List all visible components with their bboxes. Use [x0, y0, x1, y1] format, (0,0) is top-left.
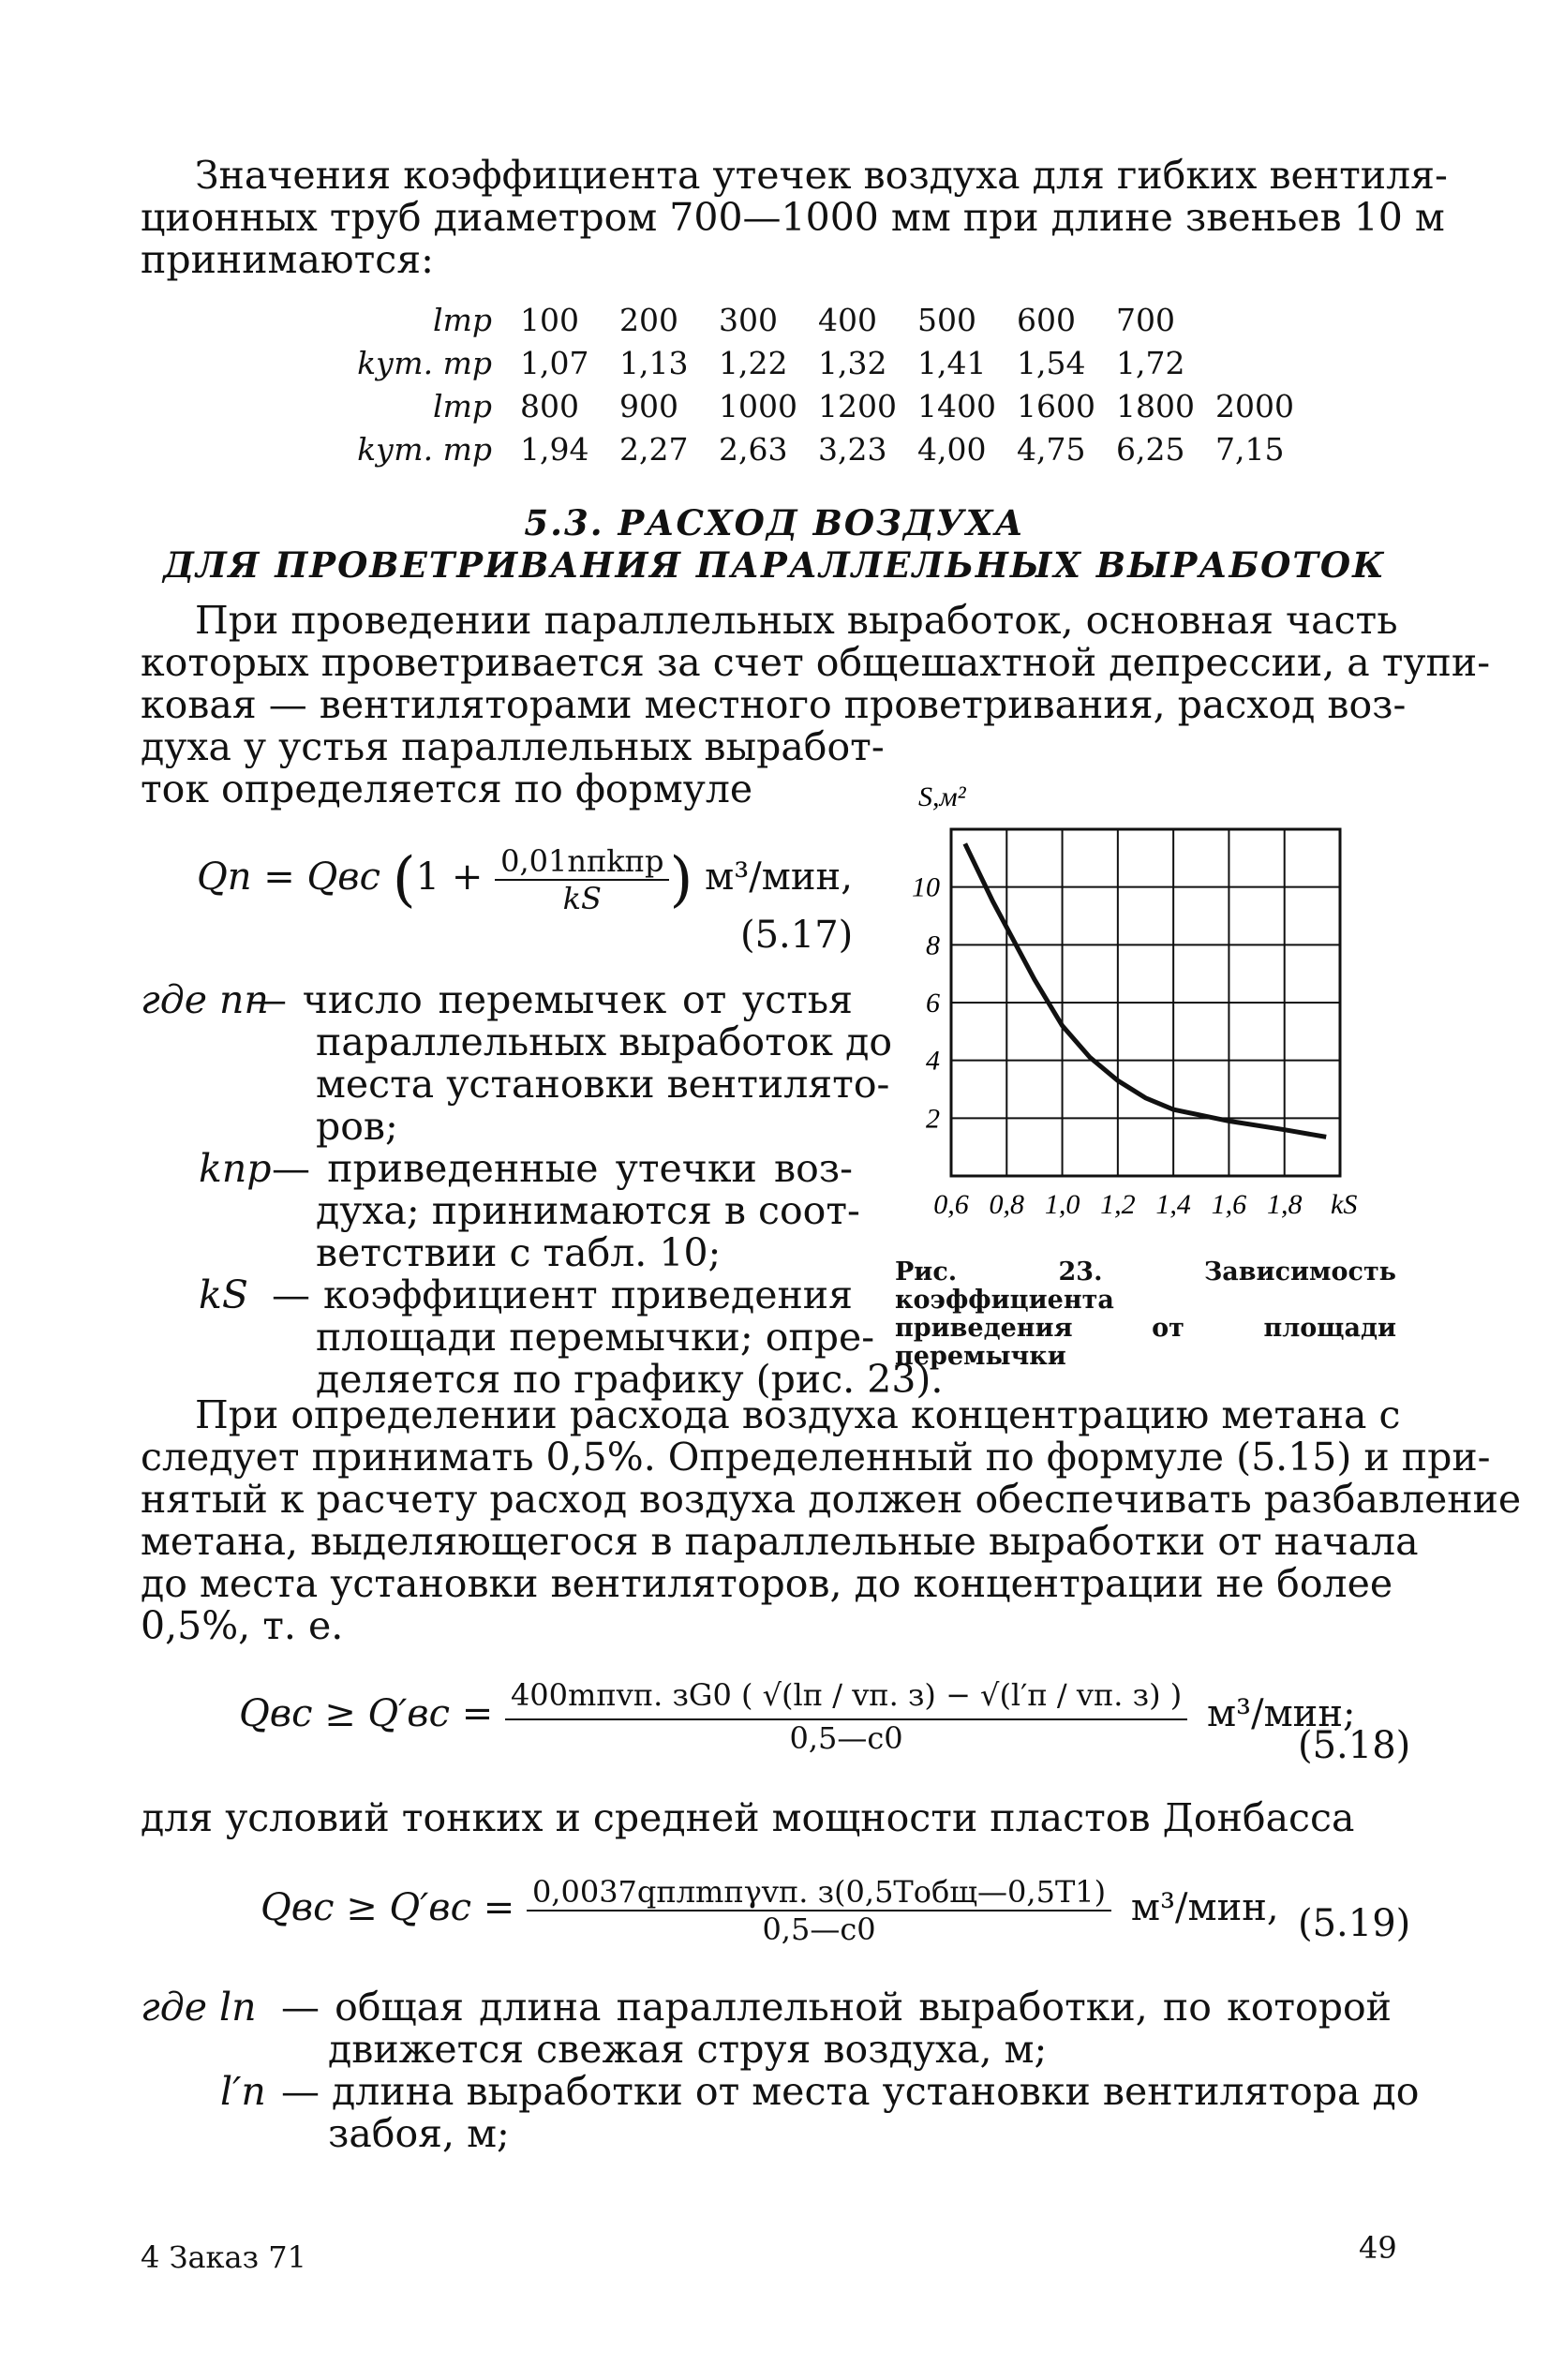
paragraph-line: При проведении параллельных выработок, основная часть: [195, 598, 1398, 643]
def-1-text: [248, 979, 853, 1021]
def-line: места установки вентилято-: [316, 1062, 890, 1107]
paragraph-line: 0,5%, т. е.: [141, 1603, 344, 1648]
intro-line: Значения коэффициента утечек воздуха для гибких вентиля-: [195, 153, 1448, 198]
x-tick-label: 1,6: [1211, 1189, 1247, 1220]
paragraph-line: ток определяется по формуле: [141, 766, 753, 811]
y-tick-label: 6: [926, 988, 940, 1019]
table-cell: 800: [520, 387, 579, 424]
formula-units: м³/мин,: [1130, 1886, 1279, 1929]
table-cell: [1215, 300, 1315, 343]
x-tick-label: 0,6: [933, 1189, 969, 1220]
intro-line: ционных труб диаметром 700—1000 мм при длине звеньев 10 м: [141, 195, 1445, 240]
page-number: 49: [1359, 2230, 1397, 2266]
table-cell: 900: [619, 387, 678, 424]
formula-number-5-17: (5.17): [740, 914, 854, 957]
figure-caption: [895, 1258, 1396, 1371]
formula-lhs: Qвс ≥ Q′вс =: [239, 1692, 494, 1735]
x-tick-label: 1,8: [1266, 1189, 1303, 1220]
section-subtitle: ДЛЯ ПРОВЕТРИВАНИЯ ПАРАЛЛЕЛЬНЫХ ВЫРАБОТОК: [163, 544, 1386, 586]
table-cell: 1,13: [619, 344, 689, 381]
paragraph-line: нятый к расчету расход воздуха должен обеспечивать разбавление: [141, 1477, 1522, 1522]
row-label: lтр: [433, 301, 492, 338]
intro-paragraph: [141, 153, 1448, 282]
def-5-cont: [328, 2113, 1392, 2155]
section-title: 5.3. РАСХОД ВОЗДУХА: [524, 502, 1025, 543]
table-cell: 500: [917, 301, 976, 338]
def-1-cont: [316, 1019, 893, 1149]
paragraph-1: [141, 598, 1491, 727]
x-tick-label: 1,4: [1155, 1189, 1191, 1220]
formula-numerator: 0,0037qплmпγvп. з(0,5Tобщ—0,5T1): [527, 1874, 1111, 1911]
formula-numerator: 0,01nпkпр: [495, 843, 669, 881]
def-5-text: [281, 2069, 1420, 2114]
def-3-text: [272, 1274, 853, 1316]
table-cell: [1215, 343, 1315, 386]
table-cell: 4,00: [917, 430, 987, 468]
table-cell: 1,32: [818, 344, 887, 381]
def-line: забоя, м;: [328, 2111, 510, 2156]
table-cell: 1600: [1017, 387, 1095, 424]
paragraph-1-narrow: [141, 724, 885, 811]
table-cell: 2,27: [619, 430, 689, 468]
caption-line: приведения от площади перемычки: [895, 1314, 1396, 1371]
table-cell: 2000: [1215, 387, 1294, 424]
table-cell: 100: [520, 301, 579, 338]
table-cell: 1200: [818, 387, 897, 424]
intro-line: принимаются:: [141, 237, 434, 282]
table-cell: 600: [1017, 301, 1076, 338]
formula-5-19: [261, 1874, 1279, 1947]
table-cell: 1,22: [719, 344, 788, 381]
formula-lhs: Qп = Qвс: [197, 855, 380, 899]
row-label: kут. тр: [357, 344, 492, 381]
coefficient-table: [314, 300, 1315, 472]
table-row: [314, 429, 1315, 472]
table-cell: 200: [619, 301, 678, 338]
table-cell: 1800: [1116, 387, 1195, 424]
formula-numerator: 400mпvп. зG0 ( √(lп / vп. з) − √(l′п / vп. з) ): [505, 1677, 1187, 1720]
x-axis-label: kS: [1331, 1189, 1358, 1220]
table-row: [314, 300, 1315, 343]
y-axis-label: S,м²: [918, 781, 966, 812]
formula-number-5-19: (5.19): [1298, 1902, 1411, 1945]
formula-units: м³/мин,: [705, 855, 853, 899]
table-row: [314, 386, 1315, 429]
table-cell: 1,94: [520, 430, 589, 468]
table-cell: 1400: [917, 387, 996, 424]
def-line: движется свежая струя воздуха, м;: [328, 2027, 1048, 2072]
table-cell: 6,25: [1116, 430, 1185, 468]
def-line: деляется по графику (рис. 23).: [316, 1357, 944, 1402]
paragraph-line: следует принимать 0,5%. Определенный по формуле (5.15) и при-: [141, 1435, 1491, 1480]
def-line: ров;: [316, 1104, 398, 1149]
def-4-cont: [328, 2029, 1392, 2071]
table-cell: 3,23: [818, 430, 887, 468]
table-cell: 1,07: [520, 344, 589, 381]
def-line: параллельных выработок до: [316, 1019, 893, 1064]
x-tick-label: 1,0: [1044, 1189, 1080, 1220]
paragraph-line: до места установки вентиляторов, до концентрации не более: [141, 1561, 1393, 1606]
paragraph-line: метана, выделяющегося в параллельные выработки от начала: [141, 1519, 1419, 1564]
chart-figure-23: [900, 773, 1406, 1265]
caption-line: Рис. 23. Зависимость коэффициента: [895, 1257, 1396, 1315]
def-line: духа; принимаются в соот-: [316, 1188, 860, 1233]
table-cell: 400: [818, 301, 877, 338]
formula-denominator: 0,5—c0: [762, 1911, 876, 1947]
def-4-text: [281, 1986, 1392, 2029]
paragraph-3: для условий тонких и средней мощности пластов Донбасса: [141, 1795, 1355, 1840]
formula-fraction: [505, 1677, 1187, 1756]
table-cell: 300: [719, 301, 778, 338]
table-cell: 2,63: [719, 430, 788, 468]
x-tick-label: 1,2: [1100, 1189, 1136, 1220]
y-tick-label: 8: [926, 930, 940, 961]
def-line: — длина выработки от места установки вентилятора до: [281, 2069, 1420, 2114]
def-line: — коэффициент приведения: [272, 1272, 853, 1317]
formula-number-5-18: (5.18): [1298, 1724, 1411, 1767]
paragraph-line: При определении расхода воздуха концентрацию метана с: [195, 1392, 1401, 1437]
formula-lhs: Qвс ≥ Q′вс =: [261, 1886, 515, 1929]
def-2-cont: [316, 1188, 860, 1275]
table-row: [314, 343, 1315, 386]
table-cell: 1000: [719, 387, 797, 424]
table-cell: 700: [1116, 301, 1175, 338]
def-term: kS: [199, 1272, 248, 1317]
paragraph-line: которых проветривается за счет общешахтной депрессии, а тупи-: [141, 640, 1491, 685]
y-tick-label: 4: [926, 1045, 940, 1077]
x-tick-label: 0,8: [989, 1189, 1025, 1220]
paragraph-line: ковая — вентиляторами местного проветривания, расход воз-: [141, 682, 1407, 727]
def-line: ветствии с табл. 10;: [316, 1230, 722, 1275]
row-label: lтр: [433, 387, 492, 424]
table-cell: 4,75: [1017, 430, 1086, 468]
formula-5-17: Qп = Qвс (1 + $\frac{\text{0,01nпkпр}}{kS}$ ) м³/мин,: [197, 843, 853, 916]
def-term: l′п: [220, 2069, 266, 2114]
formula-denominator: 0,5—c0: [789, 1720, 903, 1756]
def-term: где lп: [141, 1985, 257, 2030]
def-line: — общая длина параллельной выработки, по которой: [281, 1985, 1392, 2030]
def-3-cont: [316, 1315, 944, 1402]
def-term: kпр: [199, 1146, 272, 1191]
table-cell: 1,72: [1116, 344, 1185, 381]
formula-5-18: [239, 1677, 1355, 1756]
y-tick-label: 10: [912, 871, 940, 903]
table-cell: 1,54: [1017, 344, 1086, 381]
formula-fraction: [495, 843, 669, 916]
def-term: где nп: [141, 977, 269, 1022]
def-2-text: [272, 1148, 853, 1190]
table-cell: 1,41: [917, 344, 987, 381]
def-line: площади перемычки; опре-: [316, 1315, 875, 1360]
formula-denominator: kS: [562, 881, 602, 916]
formula-units: м³/мин;: [1206, 1692, 1356, 1735]
footer-signature: 4 Заказ 71: [141, 2239, 306, 2275]
def-line: — число перемычек от устья: [248, 977, 853, 1022]
table-cell: 7,15: [1215, 430, 1285, 468]
paragraph-line: духа у устья параллельных выработ-: [141, 724, 885, 769]
def-line: — приведенные утечки воз-: [272, 1146, 853, 1191]
row-label: kут. тр: [357, 430, 492, 468]
formula-fraction: [527, 1874, 1111, 1947]
paragraph-2: [141, 1392, 1522, 1648]
y-tick-label: 2: [926, 1103, 940, 1135]
